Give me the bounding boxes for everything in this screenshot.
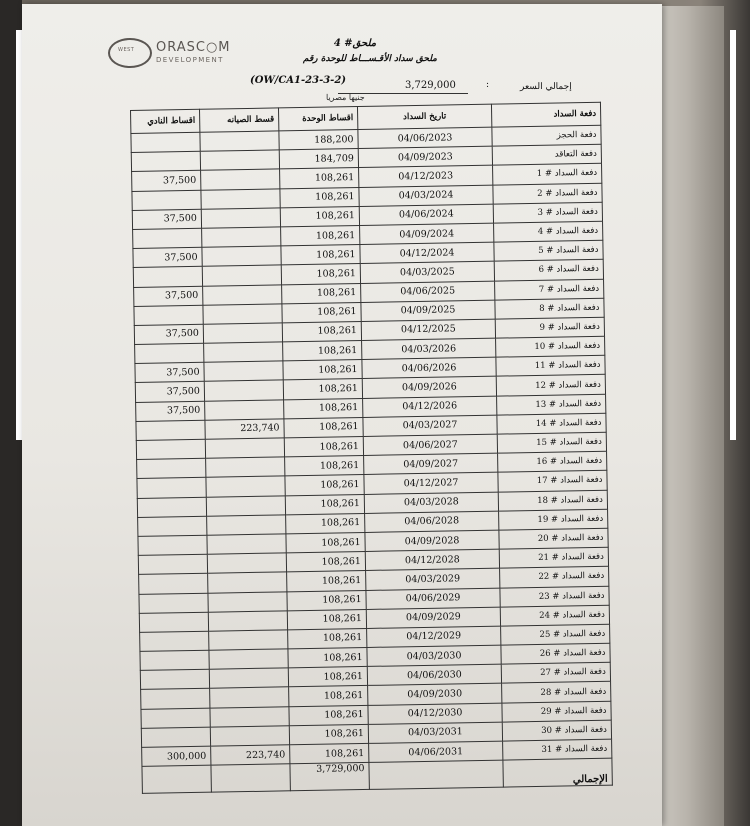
col-maintenance: قسط الصيانه: [199, 108, 278, 132]
payment-label-cell: دفعة السداد # 30: [502, 720, 611, 741]
maintenance-cell: [202, 227, 281, 248]
payment-date-cell: 04/03/2024: [359, 185, 493, 207]
payment-label-cell: دفعة السداد # 3: [493, 202, 602, 223]
payment-date-cell: 04/06/2030: [367, 664, 501, 686]
club-installment-cell: [139, 612, 208, 632]
currency-text: جنيها مصريا: [326, 93, 365, 102]
unit-installment-cell: 108,261: [290, 743, 369, 764]
payment-label-cell: دفعة السداد # 6: [494, 260, 603, 281]
total-date: [369, 760, 503, 789]
payment-label-cell: دفعة السداد # 13: [497, 394, 606, 415]
logo-name: ORASC○M: [156, 40, 231, 55]
payment-label-cell: دفعة السداد # 11: [496, 356, 605, 377]
maintenance-cell: [210, 706, 289, 727]
club-installment-cell: [131, 151, 200, 171]
payment-label-cell: دفعة الحجز: [492, 125, 601, 146]
club-installment-cell: 37,500: [133, 247, 202, 267]
payment-date-cell: 04/09/2028: [365, 530, 499, 552]
total-price-label: إجمالي السعر: [520, 82, 572, 92]
maintenance-cell: [204, 342, 283, 363]
payment-date-cell: 04/03/2027: [363, 415, 497, 437]
club-installment-cell: [133, 267, 202, 287]
club-installment-cell: [140, 631, 209, 651]
col-payment-date: تاريخ السداد: [357, 104, 491, 129]
unit-installment-cell: 108,261: [285, 494, 364, 515]
club-installment-cell: 37,500: [135, 362, 204, 382]
payment-date-cell: 04/12/2029: [367, 626, 501, 648]
unit-installment-cell: 108,261: [280, 187, 359, 208]
payment-label-cell: دفعة السداد # 9: [495, 317, 604, 338]
unit-installment-cell: 108,261: [283, 360, 362, 381]
club-installment-cell: [137, 497, 206, 517]
maintenance-cell: [200, 131, 279, 152]
club-installment-cell: [138, 516, 207, 536]
payment-label-cell: دفعة السداد # 26: [501, 643, 610, 664]
payment-label-cell: دفعة السداد # 19: [499, 509, 608, 530]
club-installment-cell: [140, 650, 209, 670]
unit-installment-cell: 108,261: [287, 609, 366, 630]
maintenance-cell: [208, 611, 287, 632]
payment-date-cell: 04/06/2026: [362, 357, 496, 379]
payment-label-cell: دفعة السداد # 21: [499, 547, 608, 568]
payment-date-cell: 04/12/2027: [364, 473, 498, 495]
club-installment-cell: [140, 669, 209, 689]
maintenance-cell: [202, 246, 281, 267]
club-installment-cell: [134, 305, 203, 325]
maintenance-cell: [210, 687, 289, 708]
club-installment-cell: 37,500: [132, 209, 201, 229]
maintenance-cell: [209, 630, 288, 651]
payment-date-cell: 04/03/2030: [367, 645, 501, 667]
unit-installment-cell: 108,261: [286, 513, 365, 534]
club-installment-cell: [141, 689, 210, 709]
payment-label-cell: دفعة السداد # 7: [495, 279, 604, 300]
club-installment-cell: [136, 439, 205, 459]
maintenance-cell: [203, 284, 282, 305]
col-club-installments: اقساط النادي: [131, 109, 200, 133]
payment-date-cell: 04/09/2023: [358, 146, 492, 168]
unit-installment-cell: 108,261: [287, 571, 366, 592]
schedule-title: ملحق سداد الأقـســـاط للوحدة رقم: [302, 54, 437, 64]
payment-date-cell: 04/09/2024: [360, 223, 494, 245]
club-installment-cell: 37,500: [134, 286, 203, 306]
club-installment-cell: 37,500: [132, 171, 201, 191]
maintenance-cell: [207, 534, 286, 555]
maintenance-cell: [207, 553, 286, 574]
club-installment-cell: [141, 708, 210, 728]
maintenance-cell: 223,740: [211, 745, 290, 766]
payment-date-cell: 04/12/2024: [360, 242, 494, 264]
notebook-page-edges: [662, 6, 724, 826]
payment-label-cell: دفعة السداد # 10: [496, 336, 605, 357]
unit-installment-cell: 108,261: [280, 206, 359, 227]
payment-date-cell: 04/09/2027: [364, 453, 498, 475]
club-installment-cell: [139, 593, 208, 613]
unit-installment-cell: 184,709: [279, 149, 358, 170]
right-border-strip: [730, 30, 736, 440]
payment-date-cell: 04/12/2030: [368, 703, 502, 725]
club-installment-cell: [136, 420, 205, 440]
payment-date-cell: 04/09/2030: [368, 684, 502, 706]
payment-label-cell: دفعة السداد # 5: [494, 240, 603, 261]
payment-date-cell: 04/09/2026: [362, 377, 496, 399]
payment-label-cell: دفعة السداد # 31: [503, 739, 612, 760]
unit-installment-cell: 108,261: [284, 417, 363, 438]
payment-label-cell: دفعة السداد # 2: [493, 183, 602, 204]
payment-label-cell: دفعة السداد # 4: [494, 221, 603, 242]
payment-date-cell: 04/06/2023: [358, 127, 492, 149]
payment-date-cell: 04/12/2028: [365, 549, 499, 571]
maintenance-cell: [207, 515, 286, 536]
payment-label-cell: دفعة السداد # 17: [498, 471, 607, 492]
payment-label-cell: دفعة السداد # 14: [497, 413, 606, 434]
payment-label-cell: دفعة السداد # 29: [502, 701, 611, 722]
unit-installment-cell: 108,261: [282, 283, 361, 304]
unit-installment-cell: 108,261: [281, 245, 360, 266]
maintenance-cell: [206, 457, 285, 478]
unit-installment-cell: 108,261: [283, 379, 362, 400]
club-installment-cell: [137, 478, 206, 498]
maintenance-cell: [210, 726, 289, 747]
payment-label-cell: دفعة السداد # 15: [497, 432, 606, 453]
payment-date-cell: 04/03/2029: [366, 568, 500, 590]
payment-label-cell: دفعة السداد # 22: [500, 567, 609, 588]
maintenance-cell: [209, 668, 288, 689]
maintenance-cell: [201, 188, 280, 209]
annex-number: ملحق# 4: [333, 38, 377, 49]
payment-date-cell: 04/06/2029: [366, 588, 500, 610]
payment-label-cell: دفعة السداد # 1: [493, 164, 602, 185]
logo-subtitle: DEVELOPMENT: [156, 56, 224, 64]
maintenance-cell: 223,740: [205, 419, 284, 440]
maintenance-cell: [201, 208, 280, 229]
total-price-colon: :: [486, 80, 490, 90]
payment-date-cell: 04/03/2031: [368, 722, 502, 744]
payment-date-cell: 04/06/2025: [361, 281, 495, 303]
club-installment-cell: [139, 574, 208, 594]
payment-date-cell: 04/03/2025: [360, 261, 494, 283]
payment-date-cell: 04/03/2028: [364, 492, 498, 514]
unit-installment-cell: 108,261: [287, 590, 366, 611]
unit-installment-cell: 108,261: [284, 398, 363, 419]
payment-label-cell: دفعة السداد # 24: [500, 605, 609, 626]
payment-schedule-table: [130, 102, 613, 794]
unit-installment-cell: 108,261: [283, 341, 362, 362]
logo-ring-icon: [108, 38, 152, 68]
club-installment-cell: [138, 554, 207, 574]
unit-installment-cell: 108,261: [289, 686, 368, 707]
payment-date-cell: 04/06/2031: [369, 741, 503, 763]
unit-installment-cell: 108,261: [286, 532, 365, 553]
club-installment-cell: 37,500: [136, 401, 205, 421]
unit-installment-cell: 108,261: [282, 302, 361, 323]
club-installment-cell: 37,500: [135, 382, 204, 402]
club-installment-cell: [135, 343, 204, 363]
unit-installment-cell: 188,200: [279, 130, 358, 151]
maintenance-cell: [203, 304, 282, 325]
payment-date-cell: 04/09/2029: [366, 607, 500, 629]
unit-installment-cell: 108,261: [284, 436, 363, 457]
maintenance-cell: [201, 169, 280, 190]
unit-installment-cell: 108,261: [289, 724, 368, 745]
col-payment-label: دفعة السداد: [491, 102, 600, 127]
unit-installment-cell: 108,261: [281, 225, 360, 246]
unit-installment-cell: 108,261: [280, 168, 359, 189]
unit-installment-cell: 108,261: [288, 648, 367, 669]
payment-label-cell: دفعة السداد # 8: [495, 298, 604, 319]
club-installment-cell: 37,500: [134, 324, 203, 344]
club-installment-cell: [141, 727, 210, 747]
payment-label-cell: دفعة السداد # 25: [501, 624, 610, 645]
unit-installment-cell: 108,261: [289, 705, 368, 726]
payment-date-cell: 04/06/2024: [359, 204, 493, 226]
unit-code: (OW/CA1-23-3-2): [250, 75, 347, 86]
total-price-value: 3,729,000: [405, 80, 456, 91]
maintenance-cell: [202, 265, 281, 286]
payment-date-cell: 04/12/2025: [361, 319, 495, 341]
club-installment-cell: [137, 458, 206, 478]
payment-label-cell: دفعة السداد # 23: [500, 586, 609, 607]
maintenance-cell: [209, 649, 288, 670]
payment-date-cell: 04/09/2025: [361, 300, 495, 322]
maintenance-cell: [200, 150, 279, 171]
payment-label-cell: دفعة السداد # 20: [499, 528, 608, 549]
total-unit: 3,729,000: [290, 763, 369, 791]
total-maintenance: [211, 764, 290, 792]
unit-installment-cell: 108,261: [285, 475, 364, 496]
club-installment-cell: [133, 228, 202, 248]
unit-installment-cell: 108,261: [288, 667, 367, 688]
total-label: الإجمالي: [503, 758, 612, 787]
maintenance-cell: [208, 572, 287, 593]
payment-date-cell: 04/03/2026: [362, 338, 496, 360]
payment-date-cell: 04/06/2028: [365, 511, 499, 533]
club-installment-cell: [138, 535, 207, 555]
payment-label-cell: دفعة السداد # 18: [498, 490, 607, 511]
maintenance-cell: [205, 438, 284, 459]
unit-installment-cell: 108,261: [282, 321, 361, 342]
payment-label-cell: دفعة السداد # 12: [496, 375, 605, 396]
payment-label-cell: دفعة السداد # 16: [498, 451, 607, 472]
club-installment-cell: [132, 190, 201, 210]
total-club: [142, 765, 211, 793]
unit-installment-cell: 108,261: [281, 264, 360, 285]
col-unit-installments: اقساط الوحدة: [278, 107, 357, 131]
unit-installment-cell: 108,261: [288, 628, 367, 649]
maintenance-cell: [203, 323, 282, 344]
payment-date-cell: 04/12/2026: [363, 396, 497, 418]
unit-installment-cell: 108,261: [285, 456, 364, 477]
payment-label-cell: دفعة السداد # 28: [502, 682, 611, 703]
unit-installment-cell: 108,261: [286, 552, 365, 573]
payment-date-cell: 04/12/2023: [359, 166, 493, 188]
payment-label-cell: دفعة السداد # 27: [501, 662, 610, 683]
maintenance-cell: [204, 380, 283, 401]
payment-label-cell: دفعة التعاقد: [492, 144, 601, 165]
maintenance-cell: [206, 476, 285, 497]
club-installment-cell: 300,000: [142, 746, 211, 766]
maintenance-cell: [205, 399, 284, 420]
club-installment-cell: [131, 132, 200, 152]
logo-ring-text: WEST: [118, 47, 135, 53]
maintenance-cell: [208, 591, 287, 612]
maintenance-cell: [206, 495, 285, 516]
maintenance-cell: [204, 361, 283, 382]
payment-date-cell: 04/06/2027: [363, 434, 497, 456]
